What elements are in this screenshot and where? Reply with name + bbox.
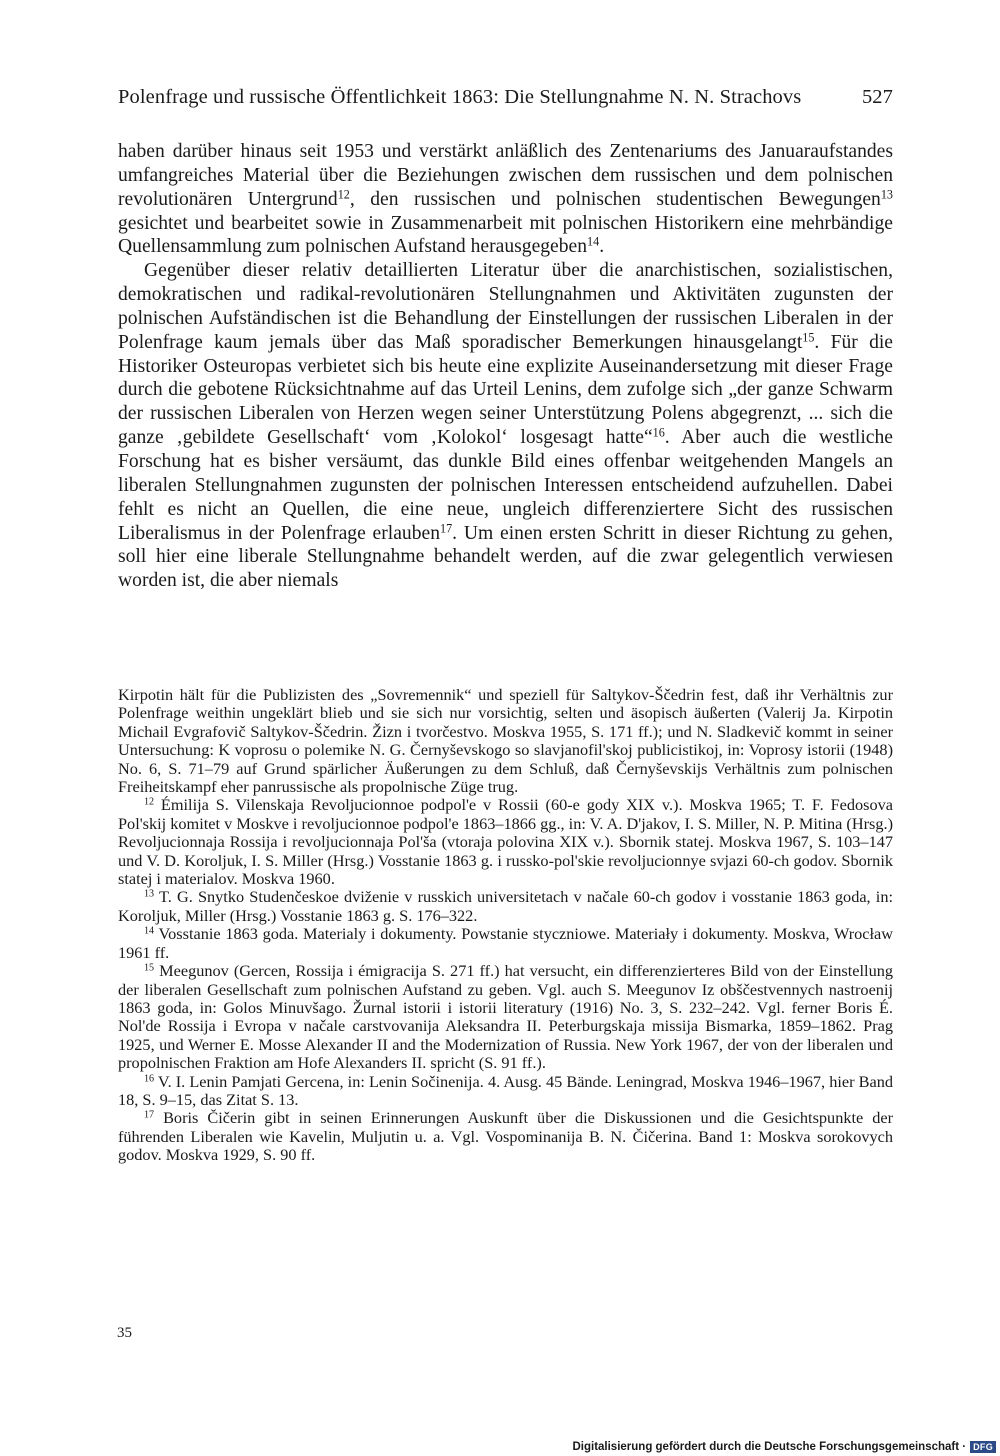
footnote-number: 15 — [144, 962, 155, 974]
body-text-segment: , den russischen und polnischen studentischen Bewegungen — [349, 188, 881, 210]
main-text — [118, 140, 893, 593]
running-header — [118, 86, 893, 109]
footnote-number: 13 — [144, 888, 155, 900]
footnote-ref[interactable]: 12 — [337, 187, 350, 202]
footnote-number: 12 — [144, 796, 155, 808]
footnote-ref[interactable]: 16 — [652, 425, 665, 440]
footnote-number: 17 — [144, 1109, 155, 1121]
footnote — [118, 888, 893, 925]
footnote — [118, 962, 893, 1072]
footnote-text: Boris Čičerin gibt in seinen Erinnerungen Auskunft über die Diskussionen und die Gesichtspunkte der führenden Liberalen wie Kavelin, Muljutin u. a. Vgl. Vospominanija B. N. Čičerina. Band 1: Moskva sorokovych godov. Moskva 1929, S. 90 ff. — [118, 1108, 893, 1165]
footnote-number: 14 — [144, 925, 155, 937]
body-paragraph — [118, 140, 893, 259]
body-text-segment: gesichtet und bearbeitet sowie in Zusammenarbeit mit polnischen Historikern eine mehrbändige Quellensammlung zum polnischen Aufstand herausgegeben — [118, 212, 893, 258]
footnote-text: Meegunov (Gercen, Rossija i émigracija S. 271 ff.) hat versucht, ein differenzierteres Bild von der Einstellung der liberalen Gesellschaft zum polnischen Aufstand zu geben. Vgl. auch S. Meegunov Iz obščestvennych nastroenij 1863 goda, in: Golos Minuvšago. Žurnal istorii i istorii literatury (1916) No. 3, S. 232–242. Vgl. ferner Boris É. Nol'de Rossija i Evropa v načale carstvovanija Aleksandra II. Peterburgskaja missija Bismarka, 1859–1862. Prag 1925, und Werner E. Mosse Alexander II and the Modernization of Russia. New York 1967, der von der liberalen und propolnischen Fraktion am Hofe Alexanders II. spricht (S. 91 ff.). — [118, 961, 893, 1073]
footnote-ref[interactable]: 13 — [880, 187, 893, 202]
footnote-text: V. I. Lenin Pamjati Gercena, in: Lenin Sočinenija. 4. Ausg. 45 Bände. Leningrad, Moskva 1946–1967, hier Band 18, S. 9–15, das Zitat S. 13. — [118, 1071, 893, 1109]
footnote-text: T. G. Snytko Studenčeskoe dviženie v russkich universitetach v načale 60-ch godov i vosstanie 1863 goda, in: Koroljuk, Miller (Hrsg.) Vosstanie 1863 g. S. 176–322. — [118, 887, 893, 925]
footnote — [118, 686, 893, 796]
dfg-logo-icon: DFG — [970, 1441, 996, 1453]
footnote — [118, 1109, 893, 1164]
footnote-ref[interactable]: 14 — [587, 234, 600, 249]
running-title: Polenfrage und russische Öffentlichkeit 1863: Die Stellungnahme N. N. Strachovs — [118, 86, 802, 108]
footnote — [118, 1073, 893, 1110]
body-text-segment: . — [599, 236, 605, 258]
footnote-text: Kirpotin hält für die Publizisten des „Sovremennik“ und speziell für Saltykov-Ščedrin fest, daß ihr Verhältnis zur Polenfrage weithin ungeklärt blieb und sie sich nur vorsichtig, selten und äsopisch äußerten (Valerij Ja. Kirpotin Michail Evgrafovič Saltykov-Ščedrin. Žizn i tvorčestvo. Moskva 1955, S. 171 ff.); und N. Sladkevič kommt in seiner Untersuchung: K voprosu o polemike N. G. Černyševskogo so slavjanofil'skoj publicistikoj, in: Voprosy istorii (1948) No. 6, S. 71–79 auf Grund spärlicher Äußerungen zu dem Schluß, daß Černyševskijs Verhältnis zum polnischen Freiheitskampf eher panrussische als propolnische Züge trug. — [118, 685, 893, 797]
footnote-text: Vosstanie 1863 goda. Materialy i dokumenty. Powstanie styczniowe. Materiały i dokumenty. Moskva, Wrocław 1961 ff. — [118, 924, 893, 962]
footnote-ref[interactable]: 17 — [440, 520, 453, 535]
footnote-text: Émilija S. Vilenskaja Revoljucionnoe podpol'e v Rossii (60-e gody XIX v.). Moskva 1965; T. F. Fedosova Pol'skij komitet v Moskve i revoljucionnoe podpol'e 1863–1866 gg., in: V. A. D'jakov, I. S. Miller, N. P. Mitina (Hrsg.) Revoljucionnaja Rossija i revoljucionnaja Pol'ša (vtoraja polovina XIX v.). Sbornik statej. Moskva 1967, S. 103–147 und V. D. Koroljuk, I. S. Miller (Hrsg.) Vosstanie 1863 g. i russko-pol'skie revoljucionnye svjazi 60-ch godov. Sbornik statej i materialov. Moskva 1960. — [118, 795, 893, 889]
digitization-credit — [572, 1441, 996, 1453]
body-text-segment: Gegenüber dieser relativ detaillierten Literatur über die anarchistischen, sozialistischen, demokratischen und radikal-revolutionären Stellungnahmen und Aktivitäten zugunsten der polnischen Aufständischen ist die Behandlung der Einstellungen der russischen Liberalen in der Polenfrage kaum jemals über das Maß sporadischer Bemerkungen hinausgelangt — [118, 260, 893, 353]
footnote — [118, 796, 893, 888]
footnote-number: 16 — [144, 1072, 155, 1084]
footnote — [118, 925, 893, 962]
page-number: 527 — [861, 86, 893, 108]
footnotes — [118, 686, 893, 1165]
signature-mark: 35 — [117, 1325, 132, 1341]
credit-text: Digitalisierung gefördert durch die Deutsche Forschungsgemeinschaft · — [572, 1441, 967, 1453]
footnote-ref[interactable]: 15 — [802, 330, 815, 345]
body-text-segment: . Um einen ersten Schritt in dieser Richtung zu gehen, soll hier eine liberale Stellungnahme behandelt werden, auf die zwar gelegentlich verwiesen worden ist, die aber niemals — [118, 522, 893, 592]
body-text-segment: haben darüber hinaus seit 1953 und verstärkt anläßlich des Zentenariums des Januaraufstandes umfangreiches Material über die Beziehungen zwischen dem russischen und dem polnischen revolutionären Untergrund — [118, 141, 893, 210]
body-text-segment: . Aber auch die westliche Forschung hat es bisher versäumt, das dunkle Bild eines offenbar weitgehenden Mangels an liberalen Stellungnahmen zugunsten der polnischen Interessen entscheidend aufzuhellen. Dabei fehlt es nicht an Quellen, die eine neue, ungleich differenziertere Sicht des russischen Liberalismus in der Polenfrage erlauben — [118, 427, 893, 544]
body-paragraph — [118, 259, 893, 593]
body-text-segment: . Für die Historiker Osteuropas verbietet sich bis heute eine explizite Auseinandersetzung mit dieser Frage durch die gebotene Rücksichtnahme auf das Urteil Lenins, dem zufolge sich „der ganze Schwarm der russischen Liberalen von Herzen wegen seiner Unterstützung Polens abgegrenzt, ... sich die ganze ‚gebildete Gesellschaft‘ vom ‚Kolokol‘ losgesagt hatte“ — [118, 331, 894, 449]
